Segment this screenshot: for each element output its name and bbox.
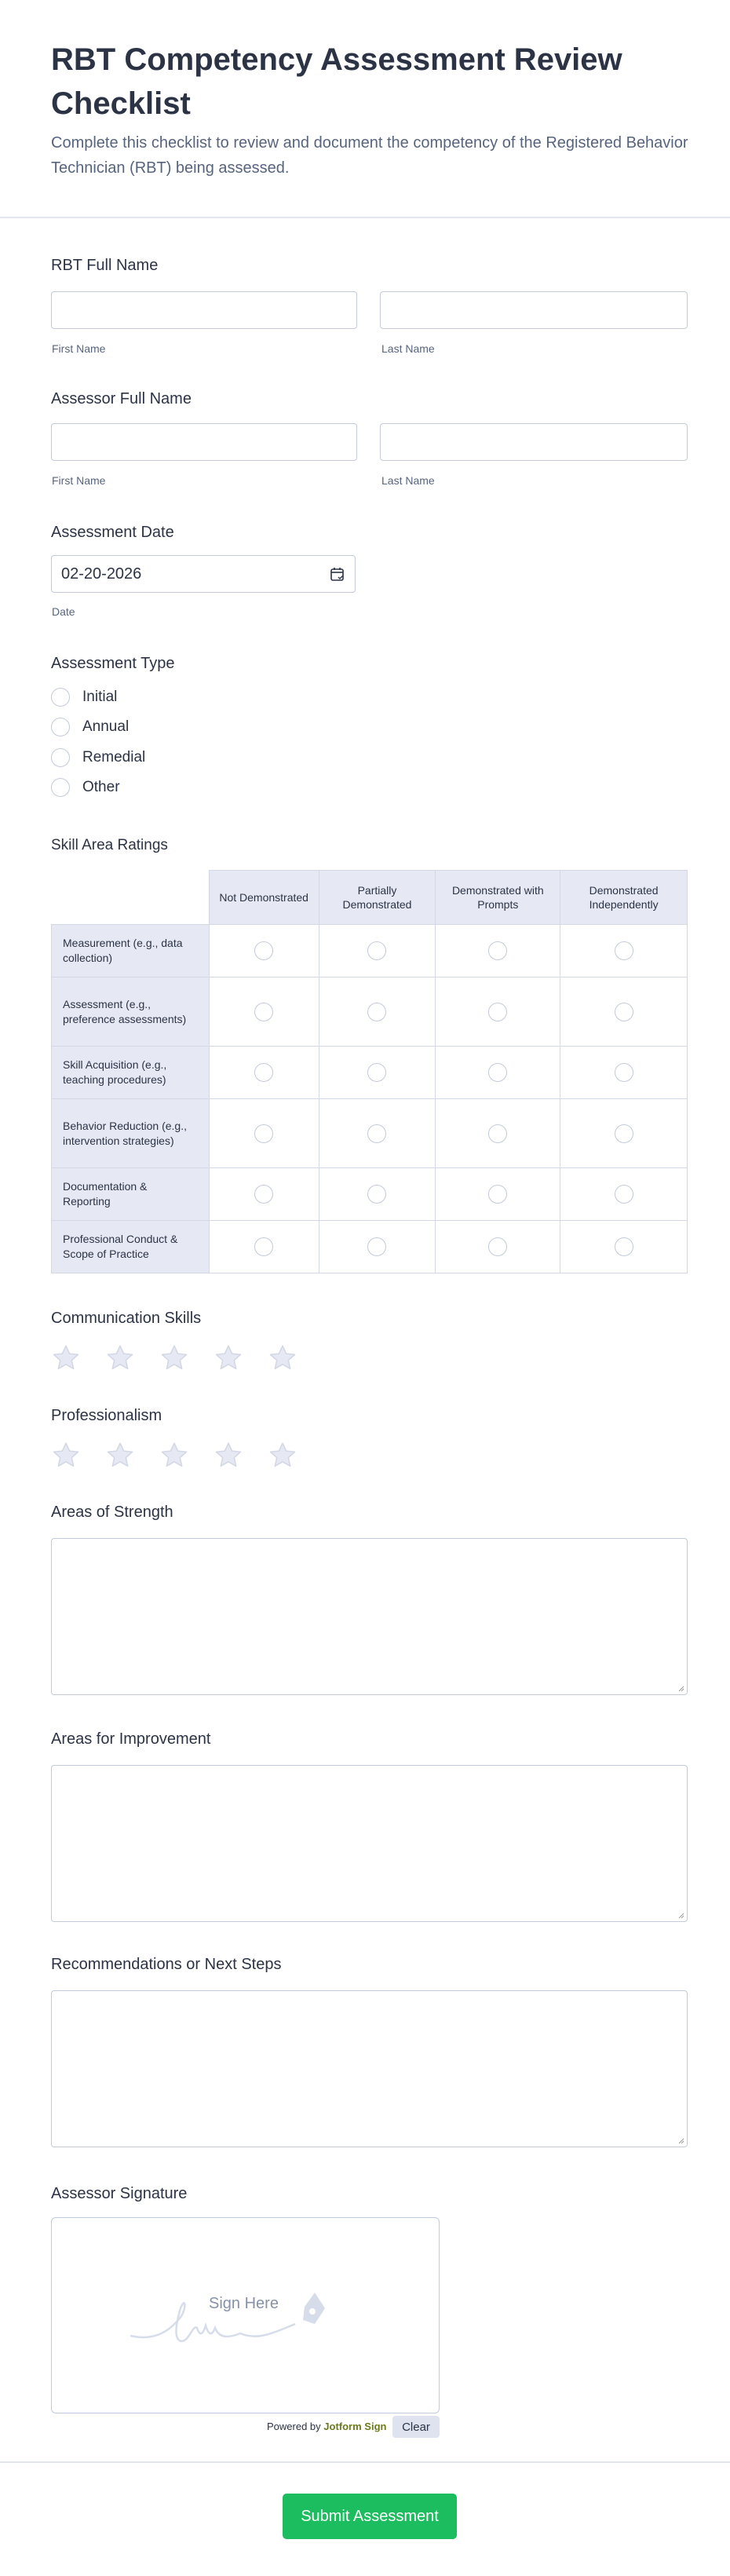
skill-ratings-label: Skill Area Ratings: [51, 837, 168, 853]
matrix-radio-button[interactable]: [615, 1003, 633, 1021]
matrix-radio-button[interactable]: [488, 1063, 507, 1082]
signature-label: Assessor Signature: [51, 2185, 188, 2202]
matrix-radio-button[interactable]: [615, 1237, 633, 1256]
matrix-row: [52, 925, 688, 977]
matrix-radio-button[interactable]: [615, 1185, 633, 1204]
star-icon[interactable]: [51, 1343, 81, 1373]
matrix-radio-button[interactable]: [367, 1063, 386, 1082]
matrix-cell: [209, 1221, 319, 1273]
matrix-radio-button[interactable]: [254, 1003, 273, 1021]
rbt-first-name-input[interactable]: [51, 291, 357, 329]
form-description: Complete this checklist to review and document the competency of the Registered Behavior Technician (RBT) being assessed.: [51, 134, 688, 177]
radio-button[interactable]: [51, 688, 70, 707]
assessment-date-label: Assessment Date: [51, 524, 174, 541]
jotform-sign-brand[interactable]: Jotform Sign: [323, 2421, 387, 2432]
star-icon[interactable]: [268, 1441, 297, 1471]
strengths-textarea[interactable]: [51, 1538, 688, 1695]
recommendations-textarea[interactable]: [51, 1990, 688, 2147]
assessor-first-name-input[interactable]: [51, 423, 357, 461]
rbt-first-name-sublabel: First Name: [52, 342, 106, 355]
signature-pad[interactable]: [51, 2217, 440, 2413]
improvement-label: Areas for Improvement: [51, 1730, 211, 1748]
matrix-radio-button[interactable]: [254, 1124, 273, 1143]
matrix-radio-button[interactable]: [367, 1124, 386, 1143]
radio-label: Other: [82, 779, 120, 795]
matrix-row-label: Professional Conduct & Scope of Practice: [52, 1221, 210, 1273]
matrix-cell: [436, 1168, 560, 1221]
rbt-last-name-input[interactable]: [380, 291, 688, 329]
matrix-cell: [319, 925, 436, 977]
matrix-cell: [560, 1168, 688, 1221]
matrix-column-header: Demonstrated Independently: [560, 871, 688, 925]
matrix-radio-button[interactable]: [367, 1185, 386, 1204]
matrix-cell: [560, 1099, 688, 1168]
matrix-cell: [319, 1221, 436, 1273]
assessment-type-label: Assessment Type: [51, 655, 175, 672]
star-icon[interactable]: [51, 1441, 81, 1471]
matrix-radio-button[interactable]: [488, 1185, 507, 1204]
matrix-cell: [560, 925, 688, 977]
resize-handle-icon[interactable]: [677, 1684, 684, 1692]
matrix-radio-button[interactable]: [488, 941, 507, 960]
matrix-radio-button[interactable]: [488, 1003, 507, 1021]
clear-signature-button[interactable]: Clear: [392, 2416, 440, 2438]
assessor-last-name-sublabel: Last Name: [381, 474, 435, 487]
matrix-cell: [319, 1168, 436, 1221]
matrix-column-header: Demonstrated with Prompts: [436, 871, 560, 925]
star-icon[interactable]: [268, 1343, 297, 1373]
footer-divider: [0, 2461, 730, 2463]
radio-button[interactable]: [51, 748, 70, 767]
communication-star-rating[interactable]: [51, 1343, 297, 1373]
matrix-cell: [436, 1221, 560, 1273]
matrix-cell: [209, 925, 319, 977]
matrix-row-label: Assessment (e.g., preference assessments): [52, 977, 210, 1047]
matrix-cell: [319, 1099, 436, 1168]
assessment-date-input[interactable]: [51, 555, 356, 593]
assessor-name-label: Assessor Full Name: [51, 390, 192, 407]
rbt-last-name-sublabel: Last Name: [381, 342, 435, 355]
matrix-cell: [209, 1047, 319, 1099]
matrix-column-header: Partially Demonstrated: [319, 871, 436, 925]
matrix-radio-button[interactable]: [254, 1063, 273, 1082]
matrix-radio-button[interactable]: [254, 1185, 273, 1204]
matrix-row-label: Skill Acquisition (e.g., teaching procedures): [52, 1047, 210, 1099]
assessment-date-sublabel: Date: [52, 605, 75, 618]
rbt-name-label: RBT Full Name: [51, 257, 159, 274]
matrix-radio-button[interactable]: [615, 1063, 633, 1082]
star-icon[interactable]: [159, 1441, 189, 1471]
matrix-corner: [52, 871, 210, 925]
matrix-cell: [319, 977, 436, 1047]
matrix-cell: [560, 1047, 688, 1099]
matrix-column-header: Not Demonstrated: [209, 871, 319, 925]
star-icon[interactable]: [105, 1441, 135, 1471]
matrix-radio-button[interactable]: [254, 1237, 273, 1256]
sign-here-placeholder: Sign Here: [209, 2295, 279, 2312]
powered-by-label: Powered by: [267, 2421, 321, 2432]
star-icon[interactable]: [159, 1343, 189, 1373]
assessor-first-name-sublabel: First Name: [52, 474, 106, 487]
radio-option-initial[interactable]: [51, 688, 117, 707]
matrix-radio-button[interactable]: [367, 1003, 386, 1021]
resize-handle-icon[interactable]: [677, 2136, 684, 2144]
radio-option-remedial[interactable]: [51, 748, 145, 767]
matrix-cell: [209, 1168, 319, 1221]
powered-by-text: [267, 2421, 386, 2432]
form-title: RBT Competency Assessment Review Checklist: [51, 42, 622, 121]
matrix-cell: [209, 977, 319, 1047]
matrix-row: [52, 1047, 688, 1099]
star-icon[interactable]: [214, 1441, 243, 1471]
matrix-cell: [560, 1221, 688, 1273]
matrix-radio-button[interactable]: [615, 941, 633, 960]
matrix-radio-button[interactable]: [254, 941, 273, 960]
matrix-cell: [436, 1047, 560, 1099]
professionalism-label: Professionalism: [51, 1407, 162, 1424]
star-icon[interactable]: [105, 1343, 135, 1373]
radio-label: Initial: [82, 689, 118, 705]
assessment-date-value: 02-20-2026: [61, 565, 142, 583]
matrix-radio-button[interactable]: [488, 1237, 507, 1256]
signature-pen-icon: [130, 2293, 358, 2348]
header-divider: [0, 217, 730, 218]
matrix-radio-button[interactable]: [367, 1237, 386, 1256]
radio-button[interactable]: [51, 778, 70, 797]
radio-option-annual[interactable]: [51, 718, 129, 736]
matrix-cell: [209, 1099, 319, 1168]
matrix-row: [52, 1168, 688, 1221]
assessor-last-name-input[interactable]: [380, 423, 688, 461]
radio-option-other[interactable]: [51, 778, 120, 797]
matrix-row-label: Behavior Reduction (e.g., intervention strategies): [52, 1099, 210, 1168]
matrix-row-label: Documentation & Reporting: [52, 1168, 210, 1221]
star-icon[interactable]: [214, 1343, 243, 1373]
professionalism-star-rating[interactable]: [51, 1441, 297, 1471]
resize-handle-icon[interactable]: [677, 1911, 684, 1919]
matrix-cell: [560, 977, 688, 1047]
matrix-cell: [319, 1047, 436, 1099]
radio-label: Annual: [82, 718, 130, 735]
matrix-cell: [436, 977, 560, 1047]
matrix-radio-button[interactable]: [488, 1124, 507, 1143]
radio-button[interactable]: [51, 718, 70, 736]
matrix-cell: [436, 1099, 560, 1168]
matrix-cell: [436, 925, 560, 977]
matrix-row: [52, 977, 688, 1047]
matrix-row: [52, 1221, 688, 1273]
skill-ratings-matrix: [51, 870, 688, 1273]
matrix-row: [52, 1099, 688, 1168]
strengths-label: Areas of Strength: [51, 1504, 173, 1521]
improvement-textarea[interactable]: [51, 1765, 688, 1922]
matrix-radio-button[interactable]: [367, 941, 386, 960]
matrix-row-label: Measurement (e.g., data collection): [52, 925, 210, 977]
submit-button[interactable]: Submit Assessment: [283, 2494, 457, 2539]
calendar-icon[interactable]: [330, 566, 345, 582]
matrix-radio-button[interactable]: [615, 1124, 633, 1143]
recommendations-label: Recommendations or Next Steps: [51, 1956, 282, 1973]
communication-label: Communication Skills: [51, 1310, 202, 1327]
radio-label: Remedial: [82, 749, 146, 765]
